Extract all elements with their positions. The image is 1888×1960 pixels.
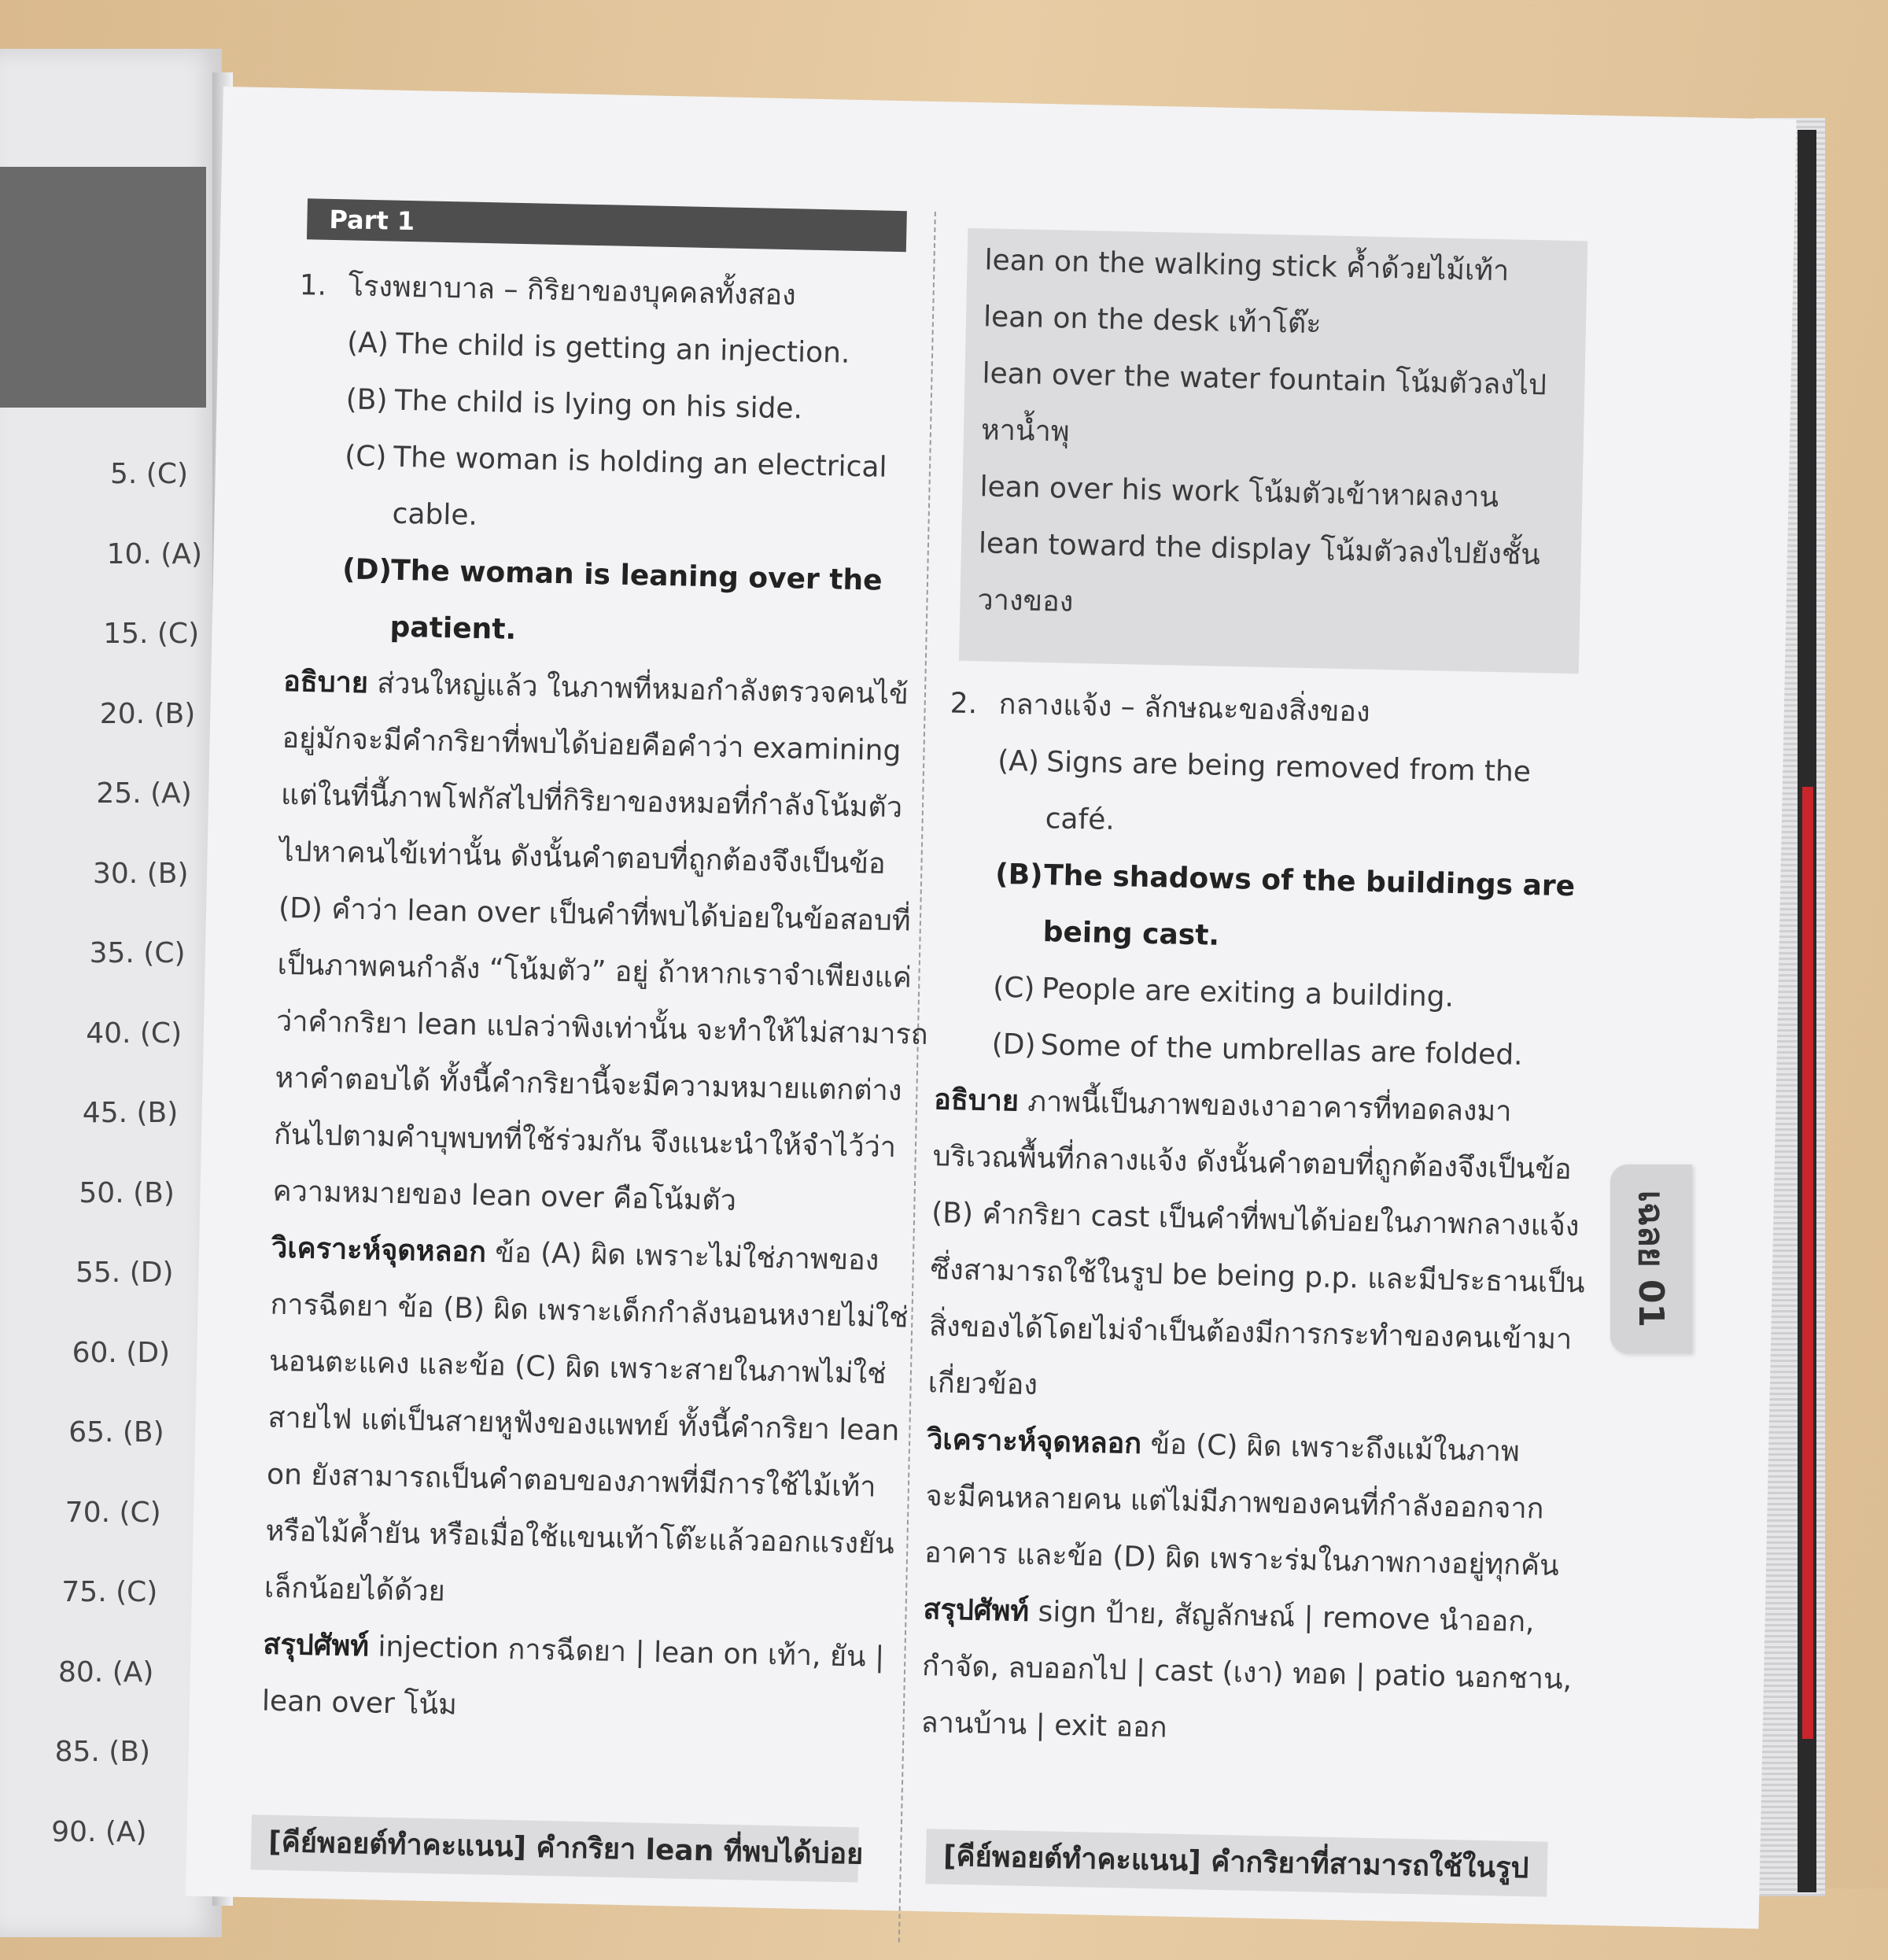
trap-analysis-line: จะมีคนหลายคน แต่ไม่มีภาพของคนที่กำลังออกจาก [925,1480,1544,1526]
trap-analysis-line: on ยังสามารถเป็นคำตอบของภาพที่มีการใช้ไม้เท้า [266,1458,876,1504]
answer-key-item: 45. (B) [82,1097,179,1129]
part-header-bar [307,198,907,252]
option-text: People are exiting a building. [1041,973,1455,1014]
answer-key-item: 25. (A) [96,777,192,810]
trap-analysis [271,1231,879,1279]
answer-key-item: 5. (C) [110,458,189,490]
lean-vocab-line: lean on the desk เท้าโต๊ะ [983,301,1322,341]
explanation [934,1082,1512,1130]
answer-key-item: 75. (C) [61,1576,158,1608]
answer-key-item: 90. (A) [51,1815,147,1848]
option-text-continued: café. [1045,803,1115,836]
explanation-line: เป็นภาพคนกำลัง “โน้มตัว” อยู่ ถ้าหากเราจำเพียงแค่ [277,948,913,995]
lean-vocab-line: lean over his work โน้มตัวเข้าหาผลงาน [979,471,1499,515]
answer-key-item: 60. (D) [72,1336,171,1369]
spacer [1029,1596,1038,1628]
lean-vocab-line: หาน้ำพุ [980,414,1070,448]
spacer [369,1630,378,1663]
explanation [283,664,909,714]
trap-analysis-line: นอนตะแคง และข้อ (C) ผิด เพราะสายในภาพไม่ใช่ [268,1345,887,1390]
question-topic: โรงพยาบาล – กิริยาของบุคคลทั้งสอง [348,270,797,312]
vocab-summary-line: lean over โน้ม [261,1685,458,1722]
explanation-heading: อธิบาย [933,1083,1020,1118]
explanation-line: เกี่ยวข้อง [927,1367,1038,1402]
answer-key-column [0,0,222,1888]
option-text: The woman is leaning over the [390,554,883,597]
trap-analysis-heading: วิเคราะห์จุดหลอก [271,1231,487,1269]
trap-analysis-line: การฉีดยา ข้อ (B) ผิด เพราะเด็กกำลังนอนหงายไม่ใช่ [270,1288,909,1334]
answer-key-item: 85. (B) [54,1736,151,1768]
option-text-continued: cable. [392,497,478,532]
option-label: (A) [346,327,389,360]
explanation-line: บริเวณพื้นที่กลางแจ้ง ดังนั้นคำตอบที่ถูกต้องจึงเป็นข้อ [932,1140,1573,1187]
option-text: The shadows of the buildings are [1043,859,1576,903]
chapter-thumb-tab[interactable] [1610,1165,1692,1353]
explanation-text: ภาพนี้เป็นภาพของเงาอาคารที่ทอดลงมา [1027,1085,1512,1128]
lean-vocab-line: lean over the water fountain โน้มตัวลงไป [982,357,1547,402]
trap-analysis-heading: วิเคราะห์จุดหลอก [926,1423,1142,1460]
trap-analysis [927,1422,1521,1471]
explanation-text: ส่วนใหญ่แล้ว ในภาพที่หมอกำลังตรวจคนไข้ [376,667,909,711]
vocab-summary-line: ลานบ้าน | exit ออก [920,1707,1168,1744]
chapter-thumb-label: เฉลย 01 [1631,1190,1671,1328]
vocab-summary-text: injection การฉีดยา | lean on เท้า, ยัน | [378,1630,885,1674]
answer-key-item: 55. (D) [76,1257,174,1289]
red-cover-stripe [1802,787,1813,1739]
option-text: The child is getting an injection. [395,327,850,370]
option-label: (B) [994,858,1044,892]
option-label: (C) [992,971,1035,1005]
vocab-summary-heading: สรุปศัพท์ [923,1593,1030,1628]
explanation-line: ความหมายของ lean over คือโน้มตัว [272,1175,737,1217]
lean-vocab-line: วางของ [977,584,1074,618]
explanation-line: ไปหาคนไข้เท่านั้น ดังนั้นคำตอบที่ถูกต้องจึงเป็นข้อ [279,835,887,880]
keypoint-box-q2: [คีย์พอยต์ทำคะแนน] คำกริยาที่สามารถใช้ในรูป [925,1829,1547,1897]
right-page [186,87,1797,1929]
trap-analysis-line: สายไฟ แต่เป็นสายหูฟังของแพทย์ ทั้งนี้คำกริยา lean [267,1401,900,1448]
trap-analysis-line: เล็กน้อยได้ด้วย [264,1571,446,1608]
keypoint-box-q1: [คีย์พอยต์ทำคะแนน] คำกริยา lean ที่พบได้บ่อย [251,1814,859,1882]
trap-analysis-line: อาคาร และข้อ (D) ผิด เพราะร่มในภาพกางอยู่ทุกคัน [924,1537,1560,1582]
vocab-summary-text: sign ป้าย, สัญลักษณ์ | remove นำออก, [1038,1596,1535,1639]
question-number: 2. [950,687,978,721]
explanation-line: แต่ในที่นี้ภาพโฟกัสไปที่กิริยาของหมอที่กำลังโน้มตัว [280,778,903,825]
answer-key-item: 50. (B) [79,1176,175,1209]
explanation-line: (D) คำว่า lean over เป็นคำที่พบได้บ่อยในข้อสอบที่ [278,891,912,938]
question-number: 1. [299,269,327,302]
vocab-summary-line: กำจัด, ลบออกไป | cast (เงา) ทอด | patio นอกชาน, [921,1650,1573,1696]
trap-analysis-line: หรือไม้ค้ำยัน หรือเมื่อใช้แขนเท้าโต๊ะแล้วออกแรงยัน [265,1515,895,1561]
explanation-line: หาคำตอบได้ ทั้งนี้คำกริยานี้จะมีความหมายแตกต่าง [275,1061,902,1108]
option-text: The woman is holding an electrical [393,441,887,484]
answer-key-item: 35. (C) [89,937,186,969]
answer-key-item: 70. (C) [65,1496,161,1529]
option-label: (A) [997,744,1040,778]
answer-key-item: 30. (B) [93,857,189,890]
answer-key-item: 65. (B) [68,1416,164,1449]
option-label: (B) [345,383,388,417]
trap-analysis-text: ข้อ (A) ผิด เพราะไม่ใช่ภาพของ [494,1236,879,1277]
explanation-line: กันไปตามคำบุพบทที่ใช้ร่วมกัน จึงแนะนำให้จำไว้ว่า [273,1118,897,1165]
part-label: Part 1 [329,204,415,237]
option-text: Signs are being removed from the [1045,746,1532,788]
option-text-continued: being cast. [1042,916,1220,952]
option-text: The child is lying on his side. [394,384,803,426]
answer-key-item: 80. (A) [58,1655,154,1689]
option-text-continued: patient. [389,611,517,646]
vocab-summary-heading: สรุปศัพท์ [263,1628,370,1663]
answer-key-item: 10. (A) [106,537,203,570]
option-label: (D) [991,1028,1036,1061]
explanation-line: ซึ่งสามารถใช้ในรูป be being p.p. และมีประธานเป็น [930,1253,1586,1300]
answer-key-item: 15. (C) [103,618,200,650]
vocab-summary [263,1626,885,1676]
explanation-line: (B) คำกริยา cast เป็นคำที่พบได้บ่อยในภาพกลางแจ้ง [931,1197,1580,1243]
trap-analysis-text: ข้อ (C) ผิด เพราะถึงแม้ในภาพ [1150,1428,1521,1468]
lean-vocab-line: lean toward the display โน้มตัวลงไปยังชั้น [978,527,1541,572]
question-topic: กลางแจ้ง – ลักษณะของสิ่งของ [998,688,1371,729]
lean-vocab-line: lean on the walking stick ค้ำด้วยไม้เท้า [984,244,1510,288]
answer-key-item: 20. (B) [99,697,196,730]
option-label: (D) [341,553,393,587]
answer-key-item: 40. (C) [86,1017,183,1050]
explanation-line: ว่าคำกริยา lean แปลว่าพิงเท่านั้น จะทำให้ไม่สามารถ [275,1005,929,1052]
explanation-heading: อธิบาย [282,665,369,700]
option-label: (C) [344,440,387,474]
vocab-summary [923,1592,1535,1641]
explanation-line: สิ่งของได้โดยไม่จำเป็นต้องมีการกระทำของคนเข้ามา [928,1310,1573,1356]
explanation-line: อยู่มักจะมีคำกริยาที่พบได้บ่อยคือคำว่า examining [282,722,902,768]
option-text: Some of the umbrellas are folded. [1040,1029,1524,1072]
